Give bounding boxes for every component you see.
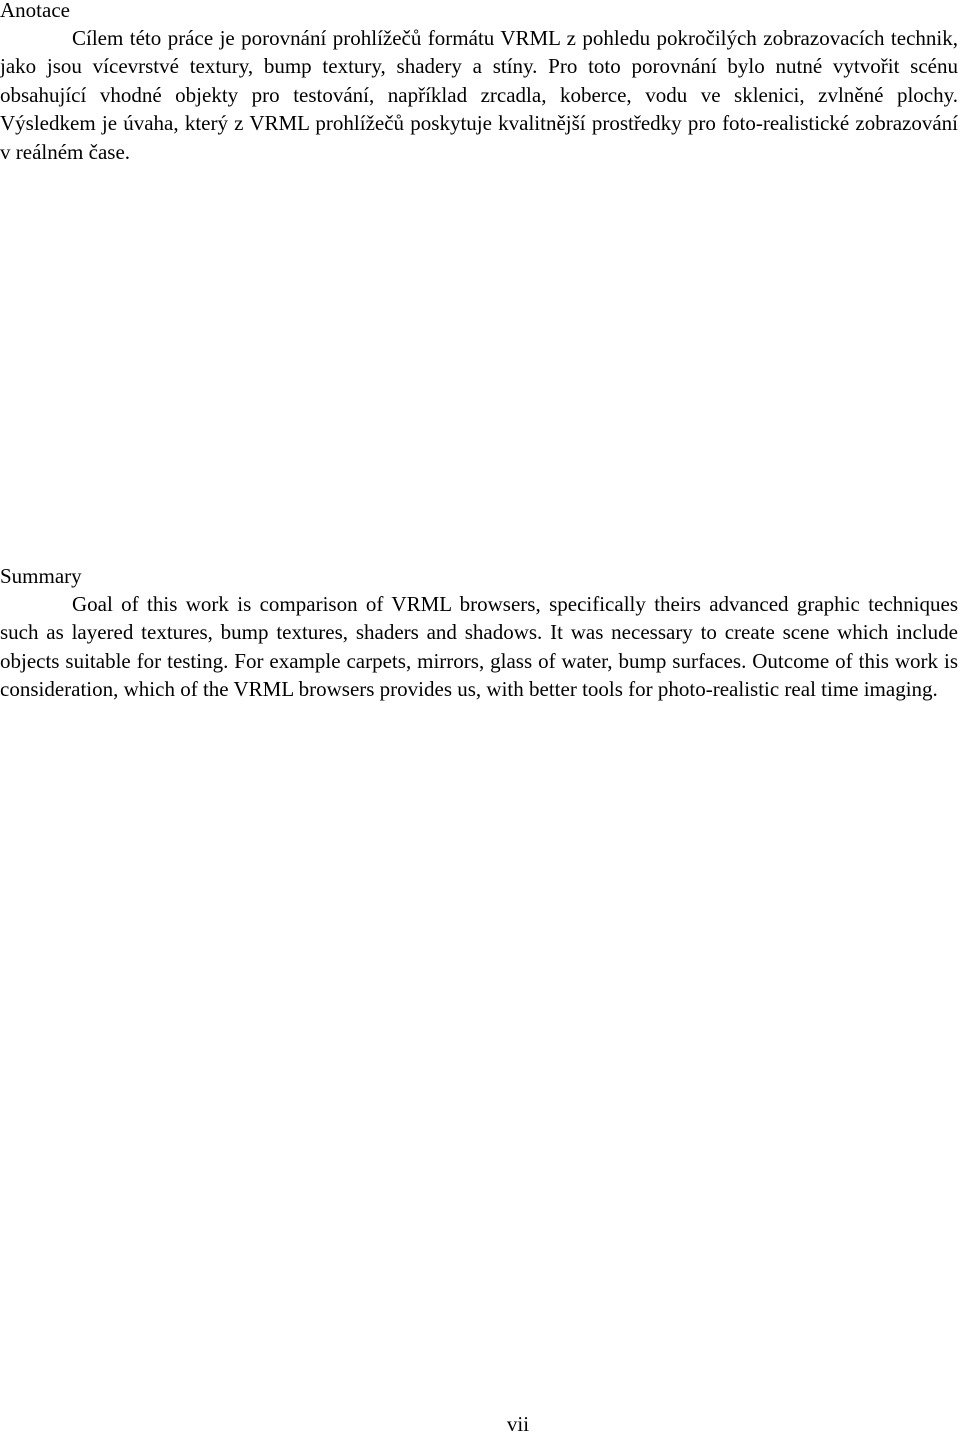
summary-section: [0, 562, 958, 704]
anotace-heading: Anotace: [0, 0, 70, 22]
anotace-paragraph: Cílem této práce je porovnání prohlížečů formátu VRML z pohledu pokročilých zobrazovacích technik, jako jsou vícevrstvé textury, bump textury, shadery a stíny. Pro toto porovnání bylo nutné vytvořit scénu obsahující vhodné objekty pro testování, například zrcadla, koberce, vodu ve sklenici, zvlněné plochy. Výsledkem je úvaha, který z VRML prohlížečů poskytuje kvalitnější prostředky pro foto-realistické zobrazování v reálném čase.: [0, 26, 958, 164]
summary-heading: Summary: [0, 564, 82, 588]
anotace-section: [0, 0, 958, 166]
page-number: vii: [506, 1412, 530, 1436]
summary-paragraph: Goal of this work is comparison of VRML browsers, specifically theirs advanced graphic techniques such as layered textures, bump textures, shaders and shadows. It was necessary to create scene which include objects suitable for testing. For example carpets, mirrors, glass of water, bump surfaces. Outcome of this work is consideration, which of the VRML browsers provides us, with better tools for photo-realistic real time imaging.: [0, 592, 958, 702]
